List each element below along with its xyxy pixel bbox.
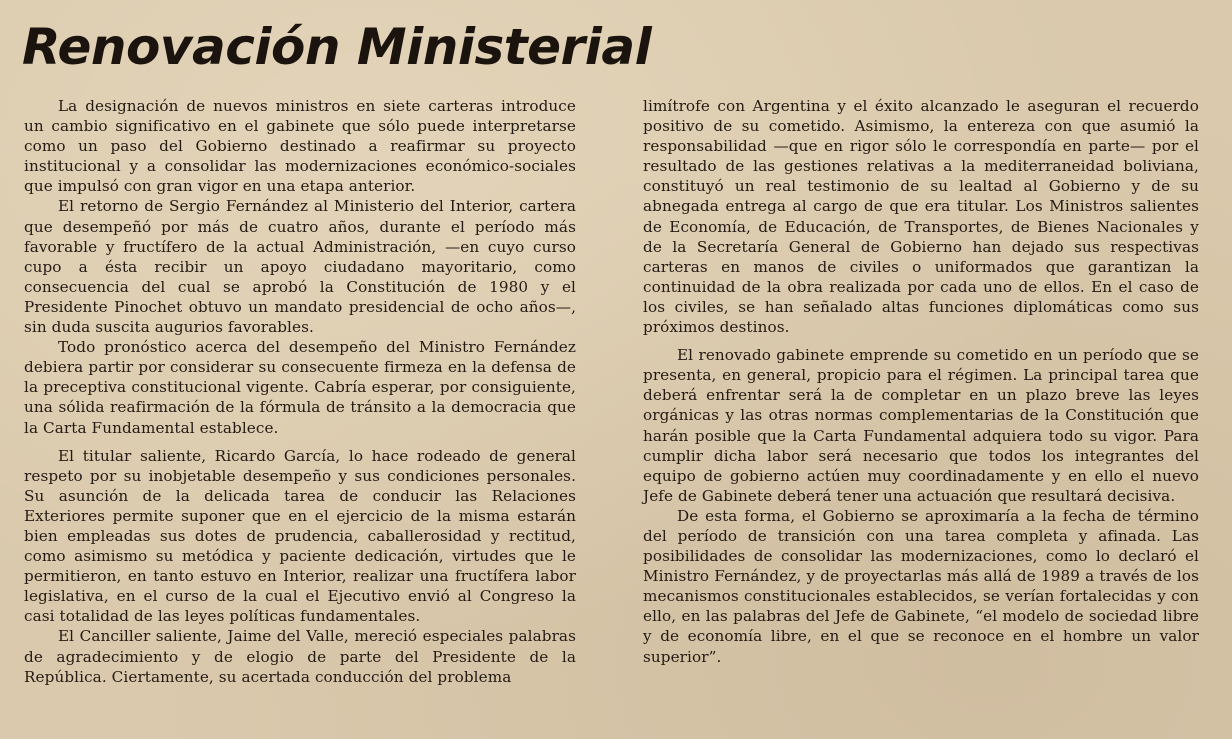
paragraph-limitrofe-continuation: limítrofe con Argentina y el éxito alcanzado le aseguran el recuerdo positivo de su cometido. Asimismo, la entereza con que asumió la responsabilidad —que en rigor sólo le correspondía en parte— por el resultado de las gestiones relativas a la mediterraneidad boliviana, constituyó un real testimonio de su lealtad al Gobierno y de su abnegada entrega al cargo de que era titular. Los Ministros salientes de Economía, de Educación, de Transportes, de Bienes Nacionales y de la Secretaría General de Gobierno han dejado sus respectivas carteras en manos de civiles o uniformados que garantizan la continuidad de la obra realizada por cada uno de ellos. En el caso de los civiles, se han señalado altas funciones diplomáticas como sus próximos destinos.: [643, 97, 1199, 337]
right-column: [643, 96, 1199, 667]
paragraph-canciller-saliente: El Canciller saliente, Jaime del Valle, mereció especiales palabras de agradecimiento y de elogio de parte del Presidente de la República. Ciertamente, su acertada conducción del problema: [24, 627, 576, 686]
paragraph-retorno-fernandez: El retorno de Sergio Fernández al Ministerio del Interior, cartera que desempeñó por más de cuatro años, durante el período más favorable y fructífero de la actual Administración, —en cuyo curso cupo a ésta recibir un apoyo ciudadano mayoritario, como consecuencia del cual se aprobó la Constitución de 1980 y el Presidente Pinochet obtuvo un mandato presidencial de ocho años—, sin duda suscita augurios favorables.: [24, 197, 576, 337]
paragraph-renovado-gabinete: El renovado gabinete emprende su cometido en un período que se presenta, en general, propicio para el régimen. La principal tarea que deberá enfrentar será la de completar en un plazo breve las leyes orgánicas y las otras normas complementarias de la Constitución que harán posible que la Carta Fundamental adquiera todo su vigor. Para cumplir dicha labor será necesario que todos los integrantes del equipo de gobierno actúen muy coordinadamente y en ello el nuevo Jefe de Gabinete deberá tener una actuación que resultará decisiva.: [643, 346, 1199, 505]
paragraph-conclusion: De esta forma, el Gobierno se aproximaría a la fecha de término del período de transición con una tarea completa y afinada. Las posibilidades de consolidar las modernizaciones, como lo declaró el Ministro Fernández, y de proyectarlas más allá de 1989 a través de los mecanismos constitucionales establecidos, se verían fortalecidas y con ello, en las palabras del Jefe de Gabinete, “el modelo de sociedad libre y de economía libre, en el que se reconoce en el hombre un valor superior”.: [643, 506, 1199, 666]
paragraph-designacion: La designación de nuevos ministros en siete carteras introduce un cambio significativo en el gabinete que sólo puede interpretarse como un paso del Gobierno destinado a reafirmar su proyecto institucional y a consolidar las modernizaciones económico-sociales que impulsó con gran vigor en una etapa anterior.: [24, 97, 576, 196]
paragraph-titular-saliente: El titular saliente, Ricardo García, lo hace rodeado de general respeto por su inobjetable desempeño y sus condiciones personales. Su asunción de la delicada tarea de conducir las Relaciones Exteriores permite suponer que en el ejercicio de la misma estarán bien empleadas sus dotes de prudencia, caballerosidad y rectitud, como asimismo su metódica y paciente dedicación, virtudes que le permitieron, en tanto estuvo en Interior, realizar una fructífera labor legislativa, en el curso de la cual el Ejecutivo envió al Congreso la casi totalidad de las leyes políticas fundamentales.: [24, 446, 576, 626]
paragraph-pronostico: Todo pronóstico acerca del desempeño del Ministro Fernández debiera partir por considerar su consecuente firmeza en la defensa de la preceptiva constitucional vigente. Cabría esperar, por consiguiente, una sólida reafirmación de la fórmula de tránsito a la democracia que la Carta Fundamental establece.: [24, 338, 576, 437]
article-headline: Renovación Ministerial: [22, 18, 652, 76]
left-column: [24, 96, 576, 687]
